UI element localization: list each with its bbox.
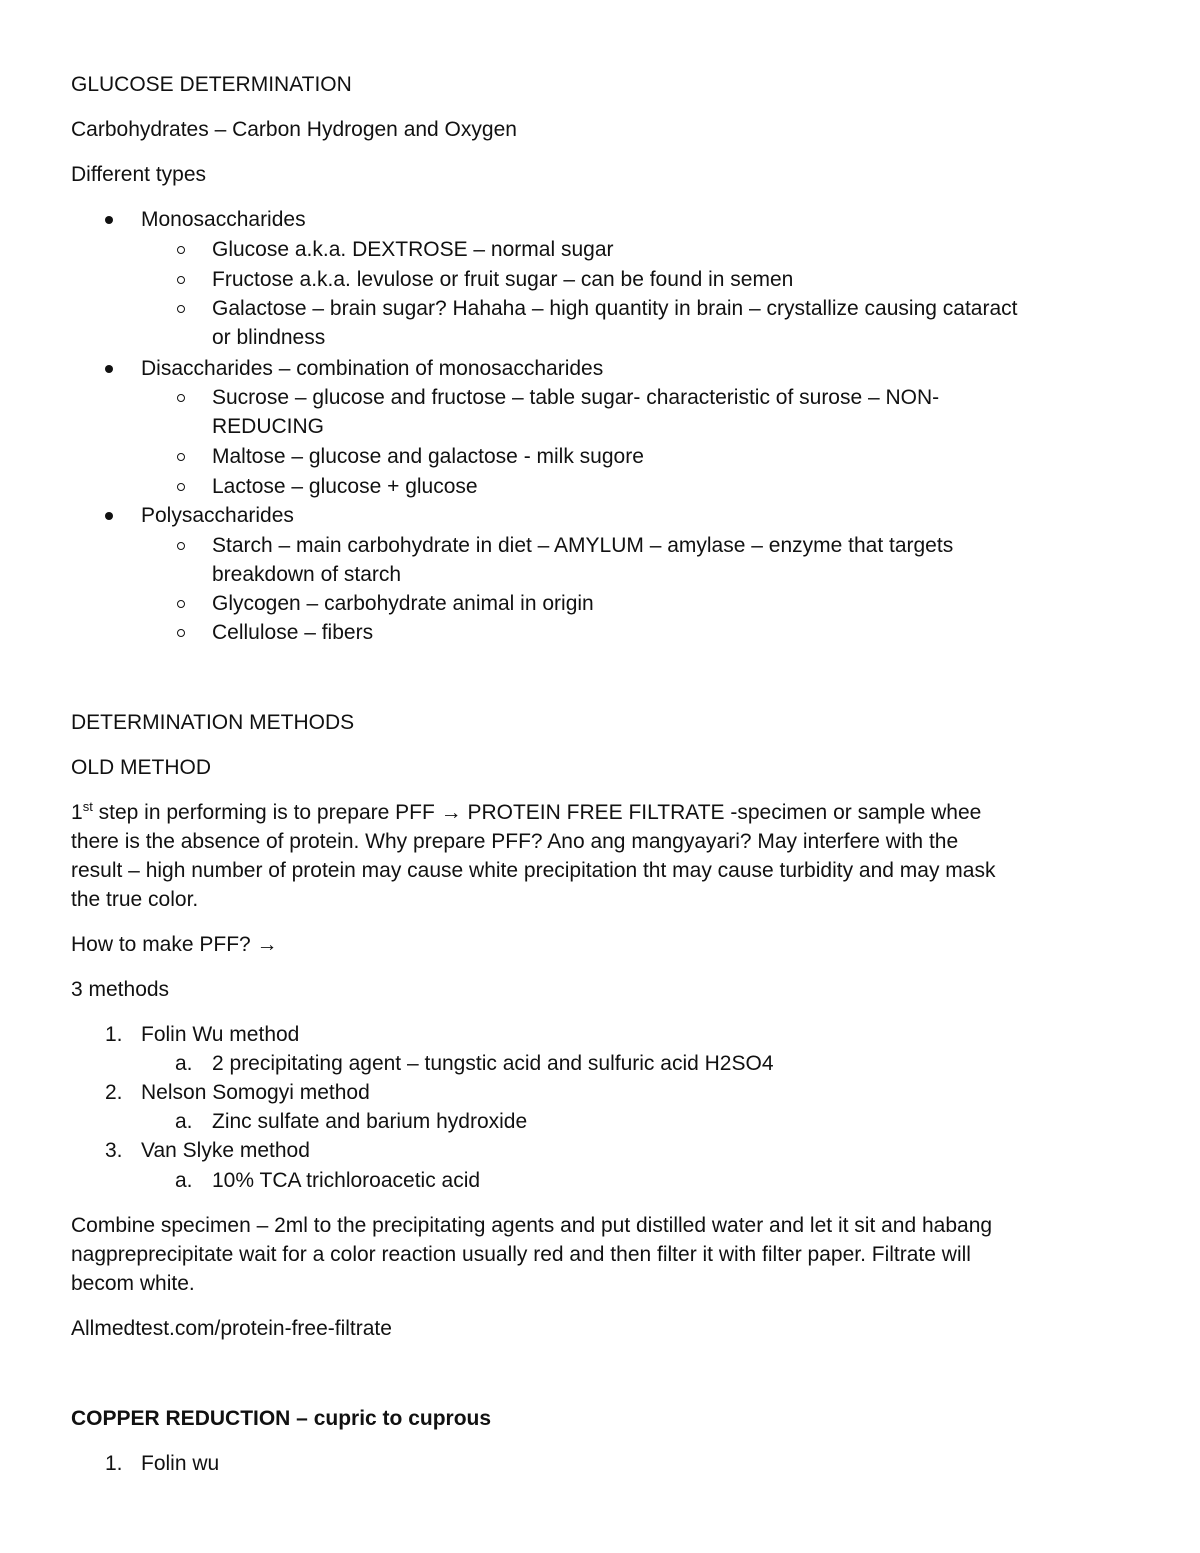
list-item: Glucose a.k.a. DEXTROSE – normal sugar	[212, 238, 614, 261]
copper-heading: COPPER REDUCTION – cupric to cuprous	[71, 1407, 492, 1430]
circle-bullet-icon	[177, 394, 185, 402]
ordinal-number: 1	[71, 801, 83, 824]
list-number: 1.	[105, 1452, 123, 1475]
circle-bullet-icon	[177, 453, 185, 461]
circle-bullet-icon	[177, 600, 185, 608]
paragraph-line: nagpreprecipitate wait for a color reaction usually red and then filter it with filter paper. Filtrate will	[71, 1243, 971, 1266]
circle-bullet-icon	[177, 542, 185, 550]
method-detail: 10% TCA trichloroacetic acid	[212, 1169, 481, 1192]
types-heading: Different types	[71, 163, 207, 186]
method-detail: Zinc sulfate and barium hydroxide	[212, 1110, 528, 1133]
bullet-icon	[105, 216, 113, 224]
how-to-line: How to make PFF? →	[71, 933, 278, 956]
document-title: GLUCOSE DETERMINATION	[71, 73, 352, 96]
paragraph-line	[71, 798, 981, 828]
list-number: 2.	[105, 1081, 123, 1104]
method-detail: 2 precipitating agent – tungstic acid and sulfuric acid H2SO4	[212, 1052, 774, 1075]
bullet-icon	[105, 365, 113, 373]
list-letter: a.	[175, 1110, 193, 1133]
list-item: Maltose – glucose and galactose - milk sugore	[212, 445, 644, 468]
type-label: Disaccharides – combination of monosaccharides	[141, 357, 604, 380]
type-label: Monosaccharides	[141, 208, 306, 231]
list-item: Cellulose – fibers	[212, 621, 374, 644]
type-label: Polysaccharides	[141, 504, 294, 527]
paragraph-line: result – high number of protein may cause white precipitation tht may cause turbidity and may mask	[71, 859, 996, 882]
circle-bullet-icon	[177, 483, 185, 491]
list-item-continuation: or blindness	[212, 326, 326, 349]
list-item: Sucrose – glucose and fructose – table sugar- characteristic of surose – NON-	[212, 386, 940, 409]
list-item-continuation: REDUCING	[212, 415, 325, 438]
list-item: Glycogen – carbohydrate animal in origin	[212, 592, 594, 615]
paragraph-line: Combine specimen – 2ml to the precipitating agents and put distilled water and let it sit and habang	[71, 1214, 993, 1237]
list-letter: a.	[175, 1052, 193, 1075]
list-number: 3.	[105, 1139, 123, 1162]
circle-bullet-icon	[177, 305, 185, 313]
subsection-heading: OLD METHOD	[71, 756, 212, 779]
list-item-continuation: breakdown of starch	[212, 563, 402, 586]
paragraph-line: becom white.	[71, 1272, 195, 1295]
list-item: Starch – main carbohydrate in diet – AMYLUM – amylase – enzyme that targets	[212, 534, 954, 557]
list-letter: a.	[175, 1169, 193, 1192]
paragraph-line: the true color.	[71, 888, 199, 911]
circle-bullet-icon	[177, 629, 185, 637]
method-name: Van Slyke method	[141, 1139, 310, 1162]
ordinal-suffix: st	[82, 799, 93, 814]
method-name: Folin Wu method	[141, 1023, 300, 1046]
circle-bullet-icon	[177, 276, 185, 284]
copper-method-name: Folin wu	[141, 1452, 220, 1475]
section-heading: DETERMINATION METHODS	[71, 711, 355, 734]
method-name: Nelson Somogyi method	[141, 1081, 370, 1104]
list-item: Galactose – brain sugar? Hahaha – high quantity in brain – crystallize causing cataract	[212, 297, 1018, 320]
list-item: Fructose a.k.a. levulose or fruit sugar – can be found in semen	[212, 268, 794, 291]
paragraph-line: there is the absence of protein. Why prepare PFF? Ano ang mangyayari? May interfere with the	[71, 830, 959, 853]
list-number: 1.	[105, 1023, 123, 1046]
methods-count: 3 methods	[71, 978, 170, 1001]
section-heading-bold	[71, 1404, 491, 1434]
circle-bullet-icon	[177, 246, 185, 254]
intro-line: Carbohydrates – Carbon Hydrogen and Oxygen	[71, 118, 517, 141]
bullet-icon	[105, 512, 113, 520]
paragraph-text: step in performing is to prepare PFF → PROTEIN FREE FILTRATE -specimen or sample whee	[92, 801, 982, 824]
reference-link: Allmedtest.com/protein-free-filtrate	[71, 1317, 392, 1340]
list-item: Lactose – glucose + glucose	[212, 475, 478, 498]
